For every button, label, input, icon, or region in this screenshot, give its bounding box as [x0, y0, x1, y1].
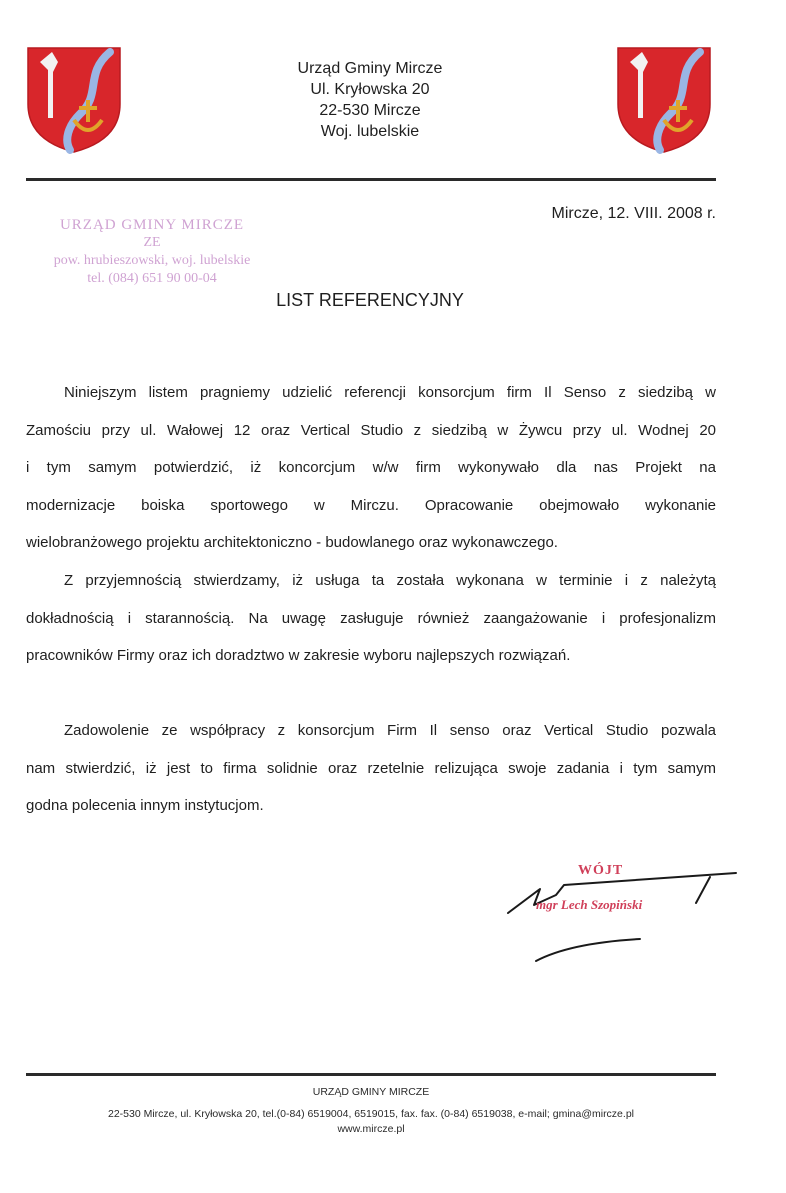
text-line: nam stwierdzić, iż jest to firma solidnie oraz rzetelnie relizująca swoje zadania i tym samym — [26, 759, 716, 777]
text-line: dokładnością i starannością. Na uwagę zasługuje również zaangażowanie i profesjonalizm — [26, 609, 716, 627]
signature-block — [500, 855, 750, 975]
org-name: Urząd Gminy Mircze — [297, 60, 443, 77]
text-line: Zamościu przy ul. Wałowej 12 oraz Vertical Studio z siedzibą w Żywcu przy ul. Wodnej 20 — [26, 421, 716, 439]
letterhead-address — [200, 58, 540, 142]
footer — [26, 1085, 716, 1137]
text-line: wielobranżowego projektu architektoniczno - budowlanego oraz wykonawczego. — [26, 534, 558, 551]
footer-address: 22-530 Mircze, ul. Kryłowska 20, tel.(0-84) 6519004, 6519015, fax. fax. (0-84) 6519038, e-mail; gmina@mircze.pl — [107, 1108, 634, 1120]
handwritten-signature-icon — [500, 855, 750, 975]
office-stamp — [42, 216, 262, 288]
stamp-line: URZĄD GMINY MIRCZE — [59, 217, 245, 233]
org-region: Woj. lubelskie — [320, 123, 420, 140]
letter-title: LIST REFERENCYJNY — [276, 290, 464, 310]
text-line: Zadowolenie ze współpracy z konsorcjum Firm Il senso oraz Vertical Studio pozwala — [64, 722, 716, 739]
footer-divider — [26, 1073, 716, 1076]
footer-org: URZĄD GMINY MIRCZE — [312, 1086, 430, 1098]
text-line: godna polecenia innym instytucjom. — [26, 797, 264, 814]
coat-of-arms-icon — [24, 44, 124, 156]
header-divider — [26, 178, 716, 181]
org-postcode: 22-530 Mircze — [319, 102, 421, 119]
signature-name: mgr Lech Szopiński — [536, 897, 643, 912]
body-paragraph — [26, 374, 716, 562]
coat-of-arms-icon — [614, 44, 714, 156]
stamp-line: tel. (084) 651 90 00-04 — [87, 271, 217, 286]
body-paragraph — [26, 712, 716, 825]
text-line: pracowników Firmy oraz ich doradztwo w zakresie wyboru najlepszych rozwiązań. — [26, 647, 571, 664]
stamp-line: pow. hrubieszowski, woj. lubelskie — [53, 253, 251, 268]
text-line: i tym samym potwierdzić, iż koncorcjum w/w firm wykonywało dla nas Projekt na — [26, 459, 716, 476]
text-line: Z przyjemnością stwierdzamy, iż usługa ta została wykonana w terminie i z należytą — [64, 572, 716, 589]
text-line: modernizacje boiska sportowego w Mirczu. Opracowanie obejmowało wykonanie — [26, 496, 716, 514]
text-line: Niniejszym listem pragniemy udzielić referencji konsorcjum firm Il Senso z siedzibą w — [64, 384, 716, 401]
org-street: Ul. Kryłowska 20 — [310, 81, 430, 98]
stamp-line: ZE — [143, 235, 161, 250]
letter-date: Mircze, 12. VIII. 2008 r. — [551, 205, 716, 222]
body-paragraph — [26, 562, 716, 675]
footer-website: www.mircze.pl — [337, 1123, 405, 1135]
signature-title: WÓJT — [578, 863, 624, 878]
